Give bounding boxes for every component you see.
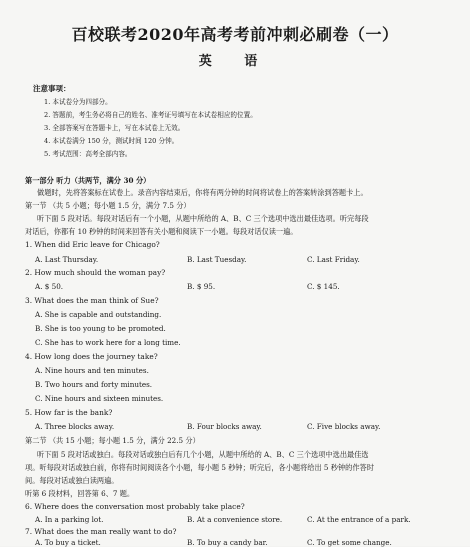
q2-option-c: C. $ 145. bbox=[307, 282, 340, 291]
question-3: 3. What does the man think of Sue? bbox=[25, 296, 159, 305]
section2-heading: 第二节 （共 15 小题；每小题 1.5 分，满分 22.5 分） bbox=[25, 436, 200, 445]
q7-option-b: B. To buy a candy bar. bbox=[187, 538, 268, 547]
question-7: 7. What does the man really want to do? bbox=[25, 527, 177, 536]
q7-option-c: C. To get some change. bbox=[307, 538, 392, 547]
q2-option-a: A. $ 50. bbox=[35, 282, 64, 291]
q4-option-b: B. Two hours and forty minutes. bbox=[35, 380, 153, 389]
material-6-note: 听第 6 段材料，回答第 6、7 题。 bbox=[25, 489, 135, 498]
exam-title: 百校联考2020年高考考前冲刺必刷卷（一） bbox=[71, 25, 399, 44]
notice-item: 2. 答题前，考生务必将自己的姓名、准考证号填写在本试卷相应的位置。 bbox=[44, 111, 257, 119]
section1-intro-line: 听下面 5 段对话。每段对话后有一个小题，从题中所给的 A、B、C 三个选项中选出最佳选项。听完每段 bbox=[37, 214, 369, 223]
q6-option-a: A. In a parking lot. bbox=[35, 515, 104, 524]
notice-item: 4. 本试卷满分 150 分，测试时间 120 分钟。 bbox=[44, 137, 179, 145]
q1-option-b: B. Last Tuesday. bbox=[187, 255, 247, 264]
q2-option-b: B. $ 95. bbox=[187, 282, 216, 291]
question-2: 2. How much should the woman pay? bbox=[25, 268, 166, 277]
section2-intro-line: 间。每段对话或独白读两遍。 bbox=[25, 476, 119, 485]
section1-intro-line: 对话后，你都有 10 秒钟的时间来回答有关小题和阅读下一小题。每段对话仅读一遍。 bbox=[25, 227, 298, 236]
notice-item: 3. 全部答案写在答题卡上，写在本试卷上无效。 bbox=[44, 124, 185, 132]
q7-option-a: A. To buy a ticket. bbox=[35, 538, 101, 547]
q3-option-c: C. She has to work here for a long time. bbox=[35, 338, 181, 347]
question-5: 5. How far is the bank? bbox=[25, 408, 113, 417]
q3-option-a: A. She is capable and outstanding. bbox=[35, 310, 162, 319]
question-4: 4. How long does the journey take? bbox=[25, 352, 158, 361]
q4-option-a: A. Nine hours and ten minutes. bbox=[35, 366, 149, 375]
part1-heading: 第一部分 听力（共两节，满分 30 分） bbox=[25, 176, 151, 185]
q4-option-c: C. Nine hours and sixteen minutes. bbox=[35, 394, 164, 403]
q1-option-a: A. Last Thursday. bbox=[35, 255, 99, 264]
subject-title: 英 语 bbox=[198, 54, 272, 69]
notice-heading: 注意事项： bbox=[33, 84, 71, 93]
q5-option-b: B. Four blocks away. bbox=[187, 422, 262, 431]
notice-item: 1. 本试卷分为四部分。 bbox=[44, 98, 112, 106]
q5-option-c: C. Five blocks away. bbox=[307, 422, 381, 431]
question-6: 6. Where does the conversation most probably take place? bbox=[25, 502, 245, 511]
question-1: 1. When did Eric leave for Chicago? bbox=[25, 240, 160, 249]
notice-item: 5. 考试范围：高考全部内容。 bbox=[44, 150, 132, 158]
q3-option-b: B. She is too young to be promoted. bbox=[35, 324, 166, 333]
q6-option-b: B. At a convenience store. bbox=[187, 515, 283, 524]
q6-option-c: C. At the entrance of a park. bbox=[307, 515, 411, 524]
part1-intro: 做题时，先将答案标在试卷上。录音内容结束后，你将有两分钟的时间将试卷上的答案转涂到答题卡上。 bbox=[37, 188, 368, 197]
q5-option-a: A. Three blocks away. bbox=[35, 422, 115, 431]
section1-heading: 第一节 （共 5 小题；每小题 1.5 分，满分 7.5 分） bbox=[25, 201, 191, 210]
q1-option-c: C. Last Friday. bbox=[307, 255, 360, 264]
section2-intro-line: 项。听每段对话或独白前，你将有时间阅读各个小题，每小题 5 秒钟；听完后，各小题将给出 5 秒钟的作答时 bbox=[25, 463, 374, 472]
section2-intro-line: 听下面 5 段对话或独白。每段对话或独白后有几个小题，从题中所给的 A、B、C 三个选项中选出最佳选 bbox=[37, 450, 369, 459]
notice-list bbox=[44, 96, 257, 161]
